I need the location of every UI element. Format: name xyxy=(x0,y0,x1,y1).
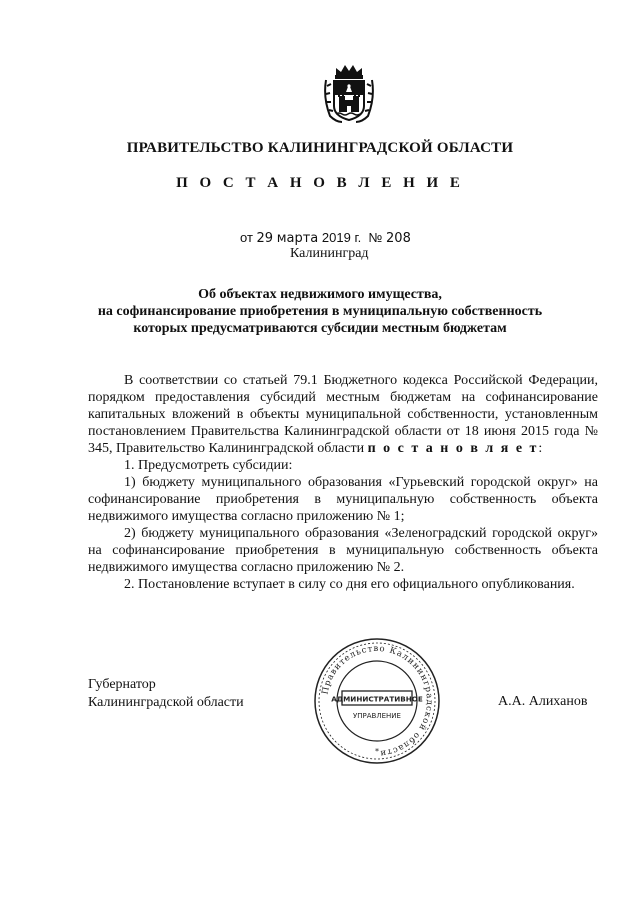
stamp-center-line: УПРАВЛЕНИЕ xyxy=(353,712,401,720)
date-day: 29 xyxy=(256,231,274,246)
subject-line: которых предусматриваются субсидии местным бюджетам xyxy=(133,321,507,336)
clause-1-1: 1) бюджету муниципального образования «Гурьевский городской округ» на софинансирование приобретения в муниципальную собственность объекта недвижимого имущества согласно приложению № 1; xyxy=(88,475,598,524)
date-year: 2019 г. xyxy=(321,230,362,245)
clause-1-2: 2) бюджету муниципального образования «Зеленоградский городской округ» на софинансирование приобретения в муниципальную собственность объекта недвижимого имущества согласно приложению № 2. xyxy=(88,526,598,575)
city: Калининград xyxy=(290,246,369,261)
position-line: Калининградской области xyxy=(88,695,244,710)
date-line xyxy=(240,230,411,246)
official-stamp xyxy=(312,636,442,766)
date-month: марта xyxy=(276,231,319,246)
kaliningrad-coat-of-arms-icon xyxy=(322,62,376,126)
preamble-paragraph xyxy=(88,372,598,457)
resolves-colon: : xyxy=(538,441,543,456)
document-number: 208 xyxy=(386,231,411,246)
subject-line: на софинансирование приобретения в муниципальную собственность xyxy=(97,304,543,319)
number-label: № xyxy=(368,230,383,245)
government-title: ПРАВИТЕЛЬСТВО КАЛИНИНГРАДСКОЙ ОБЛАСТИ xyxy=(126,140,514,156)
signatory-name: А.А. Алиханов xyxy=(498,694,588,709)
clause-1: 1. Предусмотреть субсидии: xyxy=(124,458,293,473)
signatory-position xyxy=(88,676,244,712)
subject-line: Об объектах недвижимого имущества, xyxy=(198,287,442,302)
document-type: П О С Т А Н О В Л Е Н И Е xyxy=(176,175,464,191)
stamp-ring-text: Правительство Калининградской области xyxy=(320,643,435,759)
date-prefix: от xyxy=(240,230,253,245)
stamp-center-line: АДМИНИСТРАТИВНОЕ xyxy=(331,694,423,704)
preamble-text: В соответствии со статьей 79.1 Бюджетного кодекса Российской Федерации, порядком предоставления субсидий местным бюджетам на софинансирование капитальных вложений в объекты муниципальной собственности, установленным постановлением Правительства Калининградской области от 18 июня 2015 года № 345, Правительство Калининградской области xyxy=(88,373,598,456)
resolves-word: п о с т а н о в л я е т xyxy=(367,441,539,456)
stamp-mark: * xyxy=(375,747,379,756)
document-subject xyxy=(60,286,580,337)
document-body xyxy=(88,372,598,593)
clause-2: 2. Постановление вступает в силу со дня его официального опубликования. xyxy=(124,577,575,592)
position-line: Губернатор xyxy=(88,677,156,692)
